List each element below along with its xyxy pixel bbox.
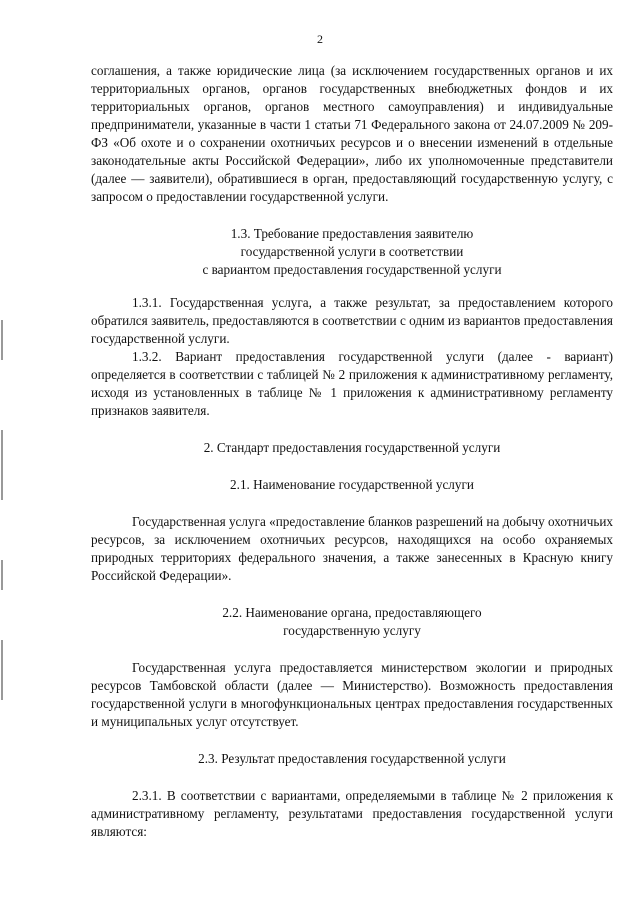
section-1-3-1-paragraph: 1.3.1. Государственная услуга, а также результат, за предоставлением которого обратился заявитель, предоставляются в соответствии с одним из вариантов предоставления государственной услуги. — [91, 295, 613, 346]
scan-mark — [1, 430, 3, 500]
section-1-3-2-paragraph: 1.3.2. Вариант предоставления государственной услуги (далее - вариант) определяется в соответствии с таблицей № 2 приложения к административному регламенту, исходя из установленных в таблице № 1 приложения к административному регламенту признаков заявителя. — [91, 349, 613, 418]
section-1-3-heading-line-1: 1.3. Требование предоставления заявителю — [230, 226, 474, 241]
scan-mark — [1, 560, 3, 590]
document-body — [91, 62, 613, 841]
page-number: 2 — [317, 32, 323, 46]
section-1-3-heading-line-2: государственной услуги в соответствии — [240, 244, 464, 259]
section-1-3-heading-line-3: с вариантом предоставления государственной услуги — [202, 262, 502, 277]
section-2-1-heading: 2.1. Наименование государственной услуги — [230, 477, 474, 492]
scan-mark — [1, 640, 3, 700]
section-2-heading: 2. Стандарт предоставления государственной услуги — [203, 440, 501, 455]
section-2-2-heading-line-2: государственную услугу — [283, 623, 421, 638]
section-2-3-1-paragraph: 2.3.1. В соответствии с вариантами, определяемыми в таблице № 2 приложения к административному регламенту, результатами предоставления государственной услуги являются: — [91, 788, 613, 839]
intro-paragraph: соглашения, а также юридические лица (за исключением государственных органов и их территориальных органов, органов государственных внебюджетных фондов и их территориальных органов, органов местного самоуправления) и индивидуальные предприниматели, указанные в части 1 статьи 71 Федерального закона от 24.07.2009 № 209-ФЗ «Об охоте и о сохранении охотничьих ресурсов и о внесении изменений в отдельные законодательные акты Российской Федерации», либо их уполномоченные представители (далее — заявители), обратившиеся в орган, предоставляющий государственную услугу, с запросом о предоставлении государственной услуги. — [91, 63, 613, 204]
section-2-3-heading: 2.3. Результат предоставления государственной услуги — [198, 751, 506, 766]
scan-edge-marks — [0, 0, 4, 905]
section-2-2-heading-line-1: 2.2. Наименование органа, предоставляющего — [222, 605, 482, 620]
scan-mark — [1, 320, 3, 360]
section-2-1-paragraph: Государственная услуга «предоставление бланков разрешений на добычу охотничьих ресурсов, за исключением охотничьих ресурсов, находящихся на особо охраняемых природных территориях федерального значения, а также занесенных в Красную книгу Российской Федерации». — [91, 514, 613, 583]
section-2-2-paragraph: Государственная услуга предоставляется министерством экологии и природных ресурсов Тамбовской области (далее — Министерство). Возможность предоставления государственной услуги в многофункциональных центрах предоставления государственных и муниципальных услуг отсутствует. — [91, 660, 613, 729]
